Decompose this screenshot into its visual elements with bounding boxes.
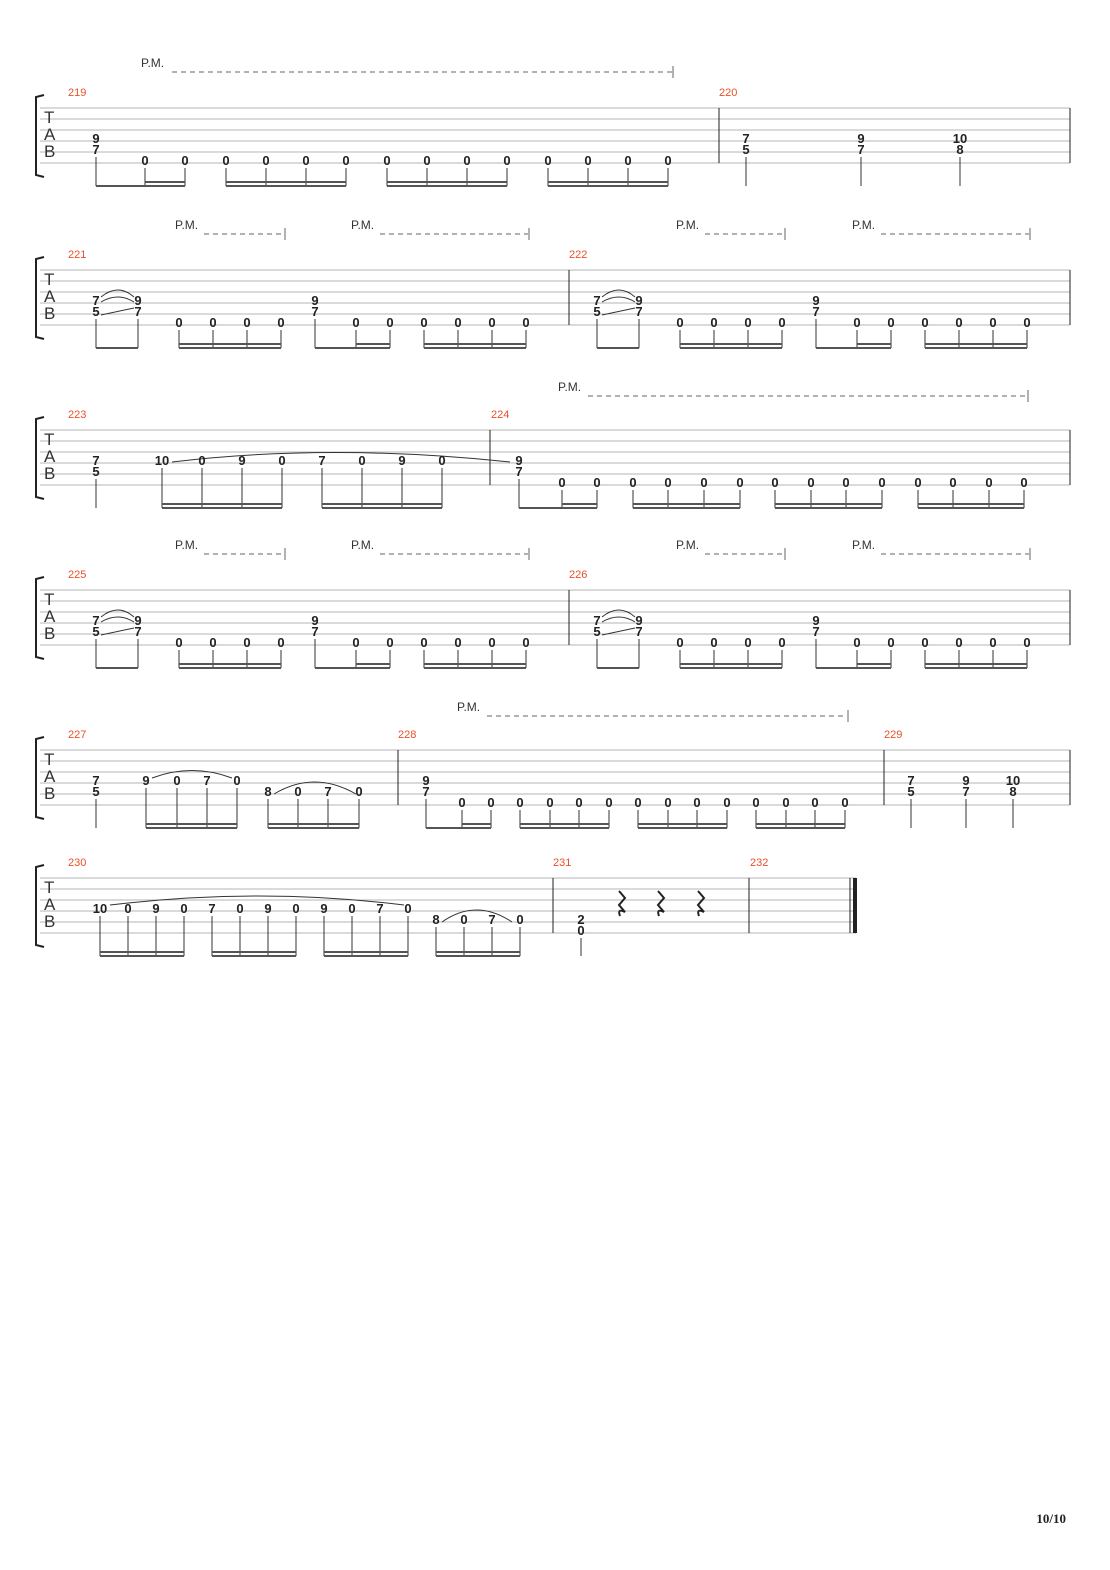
fret-number: 0 bbox=[624, 153, 632, 168]
tab-system bbox=[36, 56, 1070, 186]
fret-number: 7 bbox=[324, 784, 332, 799]
fret-number: 0 bbox=[348, 901, 356, 916]
fret-number: 0 bbox=[522, 315, 530, 330]
fret-number: 0 bbox=[710, 315, 718, 330]
fret-number: 0 bbox=[516, 912, 524, 927]
palm-mute-label: P.M. bbox=[351, 218, 375, 232]
fret-number: 9 bbox=[812, 613, 820, 628]
fret-number: 0 bbox=[693, 795, 701, 810]
fret-number: 0 bbox=[516, 795, 524, 810]
fret-number: 7 bbox=[635, 624, 643, 639]
tab-system bbox=[36, 218, 1070, 348]
fret-number: 0 bbox=[181, 153, 189, 168]
fret-number: 0 bbox=[438, 453, 446, 468]
fret-number: 0 bbox=[198, 453, 206, 468]
fret-number: 9 bbox=[134, 293, 142, 308]
fret-number: 5 bbox=[742, 142, 750, 157]
fret-number: 0 bbox=[222, 153, 230, 168]
fret-number: 0 bbox=[744, 315, 752, 330]
tab-clef-a: A bbox=[44, 125, 56, 144]
fret-number: 9 bbox=[134, 613, 142, 628]
fret-number: 0 bbox=[955, 635, 963, 650]
fret-number: 10 bbox=[92, 901, 108, 916]
fret-number: 0 bbox=[949, 475, 957, 490]
fret-number: 7 bbox=[907, 773, 915, 788]
fret-number: 0 bbox=[141, 153, 149, 168]
fret-number: 7 bbox=[635, 304, 643, 319]
tab-clef-a: A bbox=[44, 287, 56, 306]
fret-number: 9 bbox=[635, 613, 643, 628]
fret-number: 7 bbox=[92, 613, 100, 628]
fret-number: 0 bbox=[629, 475, 637, 490]
fret-number: 7 bbox=[812, 304, 820, 319]
fret-number: 9 bbox=[92, 131, 100, 146]
fret-number: 0 bbox=[454, 635, 462, 650]
measure-number: 227 bbox=[68, 729, 87, 741]
fret-number: 0 bbox=[342, 153, 350, 168]
fret-number: 9 bbox=[152, 901, 160, 916]
fret-number: 9 bbox=[264, 901, 272, 916]
fret-number: 0 bbox=[544, 153, 552, 168]
fret-number: 9 bbox=[311, 293, 319, 308]
fret-number: 8 bbox=[432, 912, 440, 927]
fret-number: 0 bbox=[277, 315, 285, 330]
tab-system bbox=[36, 380, 1070, 508]
fret-number: 7 bbox=[515, 464, 523, 479]
fret-number: 0 bbox=[605, 795, 613, 810]
fret-number: 7 bbox=[92, 293, 100, 308]
fret-number: 0 bbox=[842, 475, 850, 490]
fret-number: 9 bbox=[635, 293, 643, 308]
fret-number: 0 bbox=[294, 784, 302, 799]
fret-number: 0 bbox=[989, 315, 997, 330]
fret-number: 0 bbox=[420, 635, 428, 650]
fret-number: 0 bbox=[463, 153, 471, 168]
fret-number: 0 bbox=[955, 315, 963, 330]
tab-clef-t: T bbox=[44, 878, 55, 897]
fret-number: 0 bbox=[278, 453, 286, 468]
fret-number: 7 bbox=[742, 131, 750, 146]
fret-number: 0 bbox=[807, 475, 815, 490]
fret-number: 0 bbox=[664, 153, 672, 168]
fret-number: 0 bbox=[423, 153, 431, 168]
fret-number: 7 bbox=[318, 453, 326, 468]
fret-number: 5 bbox=[92, 624, 100, 639]
fret-number: 7 bbox=[812, 624, 820, 639]
fret-number: 7 bbox=[208, 901, 216, 916]
fret-number: 0 bbox=[811, 795, 819, 810]
palm-mute-label: P.M. bbox=[852, 538, 876, 552]
fret-number: 9 bbox=[962, 773, 970, 788]
fret-number: 0 bbox=[676, 635, 684, 650]
fret-number: 0 bbox=[180, 901, 188, 916]
palm-mute-label: P.M. bbox=[175, 218, 199, 232]
fret-number: 0 bbox=[352, 635, 360, 650]
fret-number: 5 bbox=[593, 304, 601, 319]
tab-clef-b: B bbox=[44, 912, 56, 931]
tab-clef-b: B bbox=[44, 464, 56, 483]
fret-number: 0 bbox=[420, 315, 428, 330]
fret-number: 9 bbox=[238, 453, 246, 468]
fret-number: 9 bbox=[515, 453, 523, 468]
fret-number: 0 bbox=[841, 795, 849, 810]
rest-icon bbox=[698, 891, 704, 916]
measure-number: 222 bbox=[569, 249, 588, 261]
fret-number: 7 bbox=[92, 142, 100, 157]
fret-number: 0 bbox=[173, 773, 181, 788]
tab-system bbox=[36, 700, 1070, 828]
tab-clef-t: T bbox=[44, 108, 55, 127]
fret-number: 8 bbox=[1009, 784, 1017, 799]
fret-number: 0 bbox=[236, 901, 244, 916]
fret-number: 0 bbox=[723, 795, 731, 810]
fret-number: 0 bbox=[488, 315, 496, 330]
fret-number: 7 bbox=[962, 784, 970, 799]
tab-system bbox=[36, 857, 857, 956]
tab-clef-a: A bbox=[44, 607, 56, 626]
tab-clef-b: B bbox=[44, 624, 56, 643]
fret-number: 9 bbox=[422, 773, 430, 788]
fret-number: 9 bbox=[320, 901, 328, 916]
palm-mute-label: P.M. bbox=[457, 700, 481, 714]
fret-number: 2 bbox=[577, 912, 585, 927]
fret-number: 9 bbox=[398, 453, 406, 468]
palm-mute-label: P.M. bbox=[141, 56, 165, 70]
fret-number: 0 bbox=[454, 315, 462, 330]
fret-number: 0 bbox=[488, 635, 496, 650]
fret-number: 0 bbox=[634, 795, 642, 810]
fret-number: 7 bbox=[134, 304, 142, 319]
fret-number: 0 bbox=[700, 475, 708, 490]
fret-number: 7 bbox=[92, 453, 100, 468]
fret-number: 0 bbox=[262, 153, 270, 168]
fret-number: 0 bbox=[887, 635, 895, 650]
fret-number: 0 bbox=[175, 315, 183, 330]
fret-number: 10 bbox=[952, 131, 968, 146]
tab-clef-a: A bbox=[44, 767, 56, 786]
tab-clef-t: T bbox=[44, 750, 55, 769]
rest-icon bbox=[619, 891, 625, 916]
fret-number: 0 bbox=[277, 635, 285, 650]
fret-number: 0 bbox=[386, 315, 394, 330]
fret-number: 5 bbox=[593, 624, 601, 639]
fret-number: 0 bbox=[124, 901, 132, 916]
fret-number: 0 bbox=[558, 475, 566, 490]
fret-number: 0 bbox=[921, 315, 929, 330]
tab-clef-a: A bbox=[44, 895, 56, 914]
fret-number: 8 bbox=[264, 784, 272, 799]
fret-number: 0 bbox=[664, 795, 672, 810]
fret-number: 0 bbox=[302, 153, 310, 168]
measure-number: 231 bbox=[553, 857, 572, 869]
fret-number: 0 bbox=[584, 153, 592, 168]
fret-number: 0 bbox=[458, 795, 466, 810]
rest-icon bbox=[658, 891, 664, 916]
measure-number: 221 bbox=[68, 249, 87, 261]
fret-number: 0 bbox=[1020, 475, 1028, 490]
tab-clef-b: B bbox=[44, 304, 56, 323]
fret-number: 0 bbox=[778, 315, 786, 330]
fret-number: 0 bbox=[914, 475, 922, 490]
fret-number: 9 bbox=[311, 613, 319, 628]
fret-number: 7 bbox=[311, 624, 319, 639]
fret-number: 0 bbox=[577, 923, 585, 938]
palm-mute-label: P.M. bbox=[351, 538, 375, 552]
measure-number: 228 bbox=[398, 729, 417, 741]
fret-number: 7 bbox=[203, 773, 211, 788]
tab-clef-t: T bbox=[44, 270, 55, 289]
fret-number: 7 bbox=[857, 142, 865, 157]
fret-number: 0 bbox=[209, 635, 217, 650]
fret-number: 0 bbox=[243, 315, 251, 330]
fret-number: 9 bbox=[857, 131, 865, 146]
tab-clef-a: A bbox=[44, 447, 56, 466]
fret-number: 5 bbox=[907, 784, 915, 799]
fret-number: 0 bbox=[921, 635, 929, 650]
fret-number: 7 bbox=[134, 624, 142, 639]
fret-number: 0 bbox=[778, 635, 786, 650]
fret-number: 7 bbox=[311, 304, 319, 319]
fret-number: 0 bbox=[710, 635, 718, 650]
fret-number: 0 bbox=[676, 315, 684, 330]
fret-number: 0 bbox=[853, 635, 861, 650]
measure-number: 230 bbox=[68, 857, 87, 869]
fret-number: 0 bbox=[853, 315, 861, 330]
tab-clef-t: T bbox=[44, 590, 55, 609]
fret-number: 0 bbox=[209, 315, 217, 330]
palm-mute-label: P.M. bbox=[558, 380, 582, 394]
measure-number: 219 bbox=[68, 87, 87, 99]
fret-number: 0 bbox=[736, 475, 744, 490]
palm-mute-label: P.M. bbox=[676, 538, 700, 552]
fret-number: 7 bbox=[376, 901, 384, 916]
fret-number: 10 bbox=[1005, 773, 1021, 788]
fret-number: 0 bbox=[878, 475, 886, 490]
page-number: 10/10 bbox=[1036, 1511, 1066, 1526]
tab-system bbox=[36, 538, 1070, 668]
final-barline bbox=[853, 878, 857, 933]
fret-number: 0 bbox=[771, 475, 779, 490]
fret-number: 5 bbox=[92, 784, 100, 799]
fret-number: 7 bbox=[593, 293, 601, 308]
tab-clef-b: B bbox=[44, 142, 56, 161]
fret-number: 0 bbox=[175, 635, 183, 650]
palm-mute-label: P.M. bbox=[676, 218, 700, 232]
fret-number: 0 bbox=[404, 901, 412, 916]
fret-number: 0 bbox=[233, 773, 241, 788]
fret-number: 0 bbox=[1023, 635, 1031, 650]
fret-number: 0 bbox=[522, 635, 530, 650]
fret-number: 0 bbox=[664, 475, 672, 490]
fret-number: 7 bbox=[593, 613, 601, 628]
fret-number: 5 bbox=[92, 464, 100, 479]
fret-number: 8 bbox=[956, 142, 964, 157]
fret-number: 0 bbox=[593, 475, 601, 490]
fret-number: 0 bbox=[292, 901, 300, 916]
fret-number: 9 bbox=[812, 293, 820, 308]
fret-number: 7 bbox=[92, 773, 100, 788]
fret-number: 9 bbox=[142, 773, 150, 788]
palm-mute-label: P.M. bbox=[852, 218, 876, 232]
fret-number: 0 bbox=[243, 635, 251, 650]
measure-number: 229 bbox=[884, 729, 903, 741]
fret-number: 0 bbox=[352, 315, 360, 330]
fret-number: 0 bbox=[460, 912, 468, 927]
fret-number: 0 bbox=[989, 635, 997, 650]
fret-number: 0 bbox=[575, 795, 583, 810]
fret-number: 7 bbox=[488, 912, 496, 927]
measure-number: 226 bbox=[569, 569, 588, 581]
fret-number: 0 bbox=[752, 795, 760, 810]
measure-number: 220 bbox=[719, 87, 738, 99]
palm-mute-label: P.M. bbox=[175, 538, 199, 552]
fret-number: 0 bbox=[744, 635, 752, 650]
fret-number: 0 bbox=[503, 153, 511, 168]
fret-number: 0 bbox=[887, 315, 895, 330]
measure-number: 223 bbox=[68, 409, 87, 421]
tab-clef-t: T bbox=[44, 430, 55, 449]
fret-number: 0 bbox=[487, 795, 495, 810]
measure-number: 224 bbox=[491, 409, 510, 421]
fret-number: 0 bbox=[386, 635, 394, 650]
fret-number: 0 bbox=[546, 795, 554, 810]
measure-number: 225 bbox=[68, 569, 87, 581]
fret-number: 0 bbox=[782, 795, 790, 810]
fret-number: 0 bbox=[355, 784, 363, 799]
fret-number: 0 bbox=[358, 453, 366, 468]
fret-number: 0 bbox=[985, 475, 993, 490]
fret-number: 7 bbox=[422, 784, 430, 799]
tab-clef-b: B bbox=[44, 784, 56, 803]
fret-number: 0 bbox=[1023, 315, 1031, 330]
measure-number: 232 bbox=[750, 857, 769, 869]
fret-number: 5 bbox=[92, 304, 100, 319]
fret-number: 10 bbox=[154, 453, 170, 468]
fret-number: 0 bbox=[383, 153, 391, 168]
